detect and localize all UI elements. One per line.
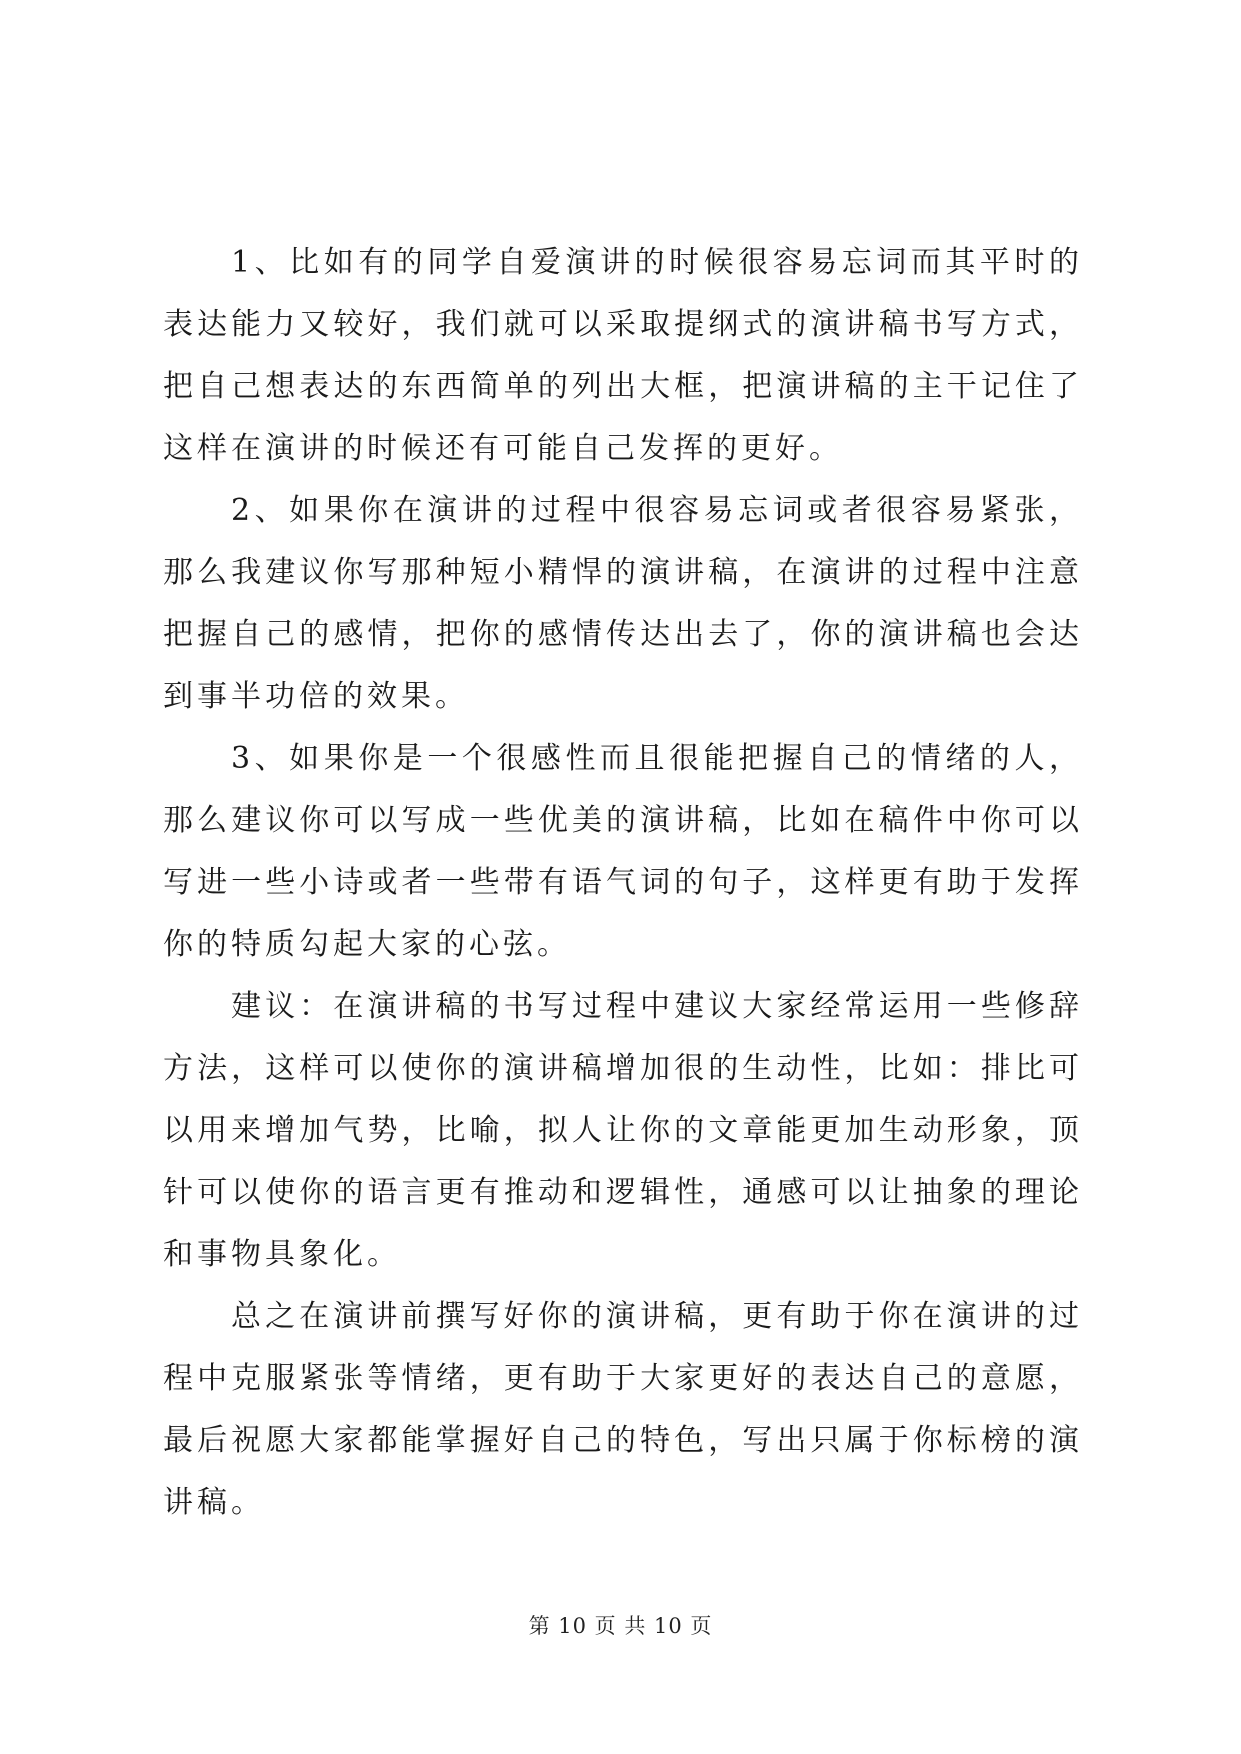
paragraph-2: 2、如果你在演讲的过程中很容易忘词或者很容易紧张，那么我建议你写那种短小精悍的演讲稿，在演讲的过程中注意把握自己的感情，把你的感情传达出去了，你的演讲稿也会达到事半功倍的效果。 [163,493,1083,714]
paragraph-conclusion: 总之在演讲前撰写好你的演讲稿，更有助于你在演讲的过程中克服紧张等情绪，更有助于大家更好的表达自己的意愿，最后祝愿大家都能掌握好自己的特色，写出只属于你标榜的演讲稿。 [163,1299,1083,1520]
paragraph-3: 3、如果你是一个很感性而且很能把握自己的情绪的人，那么建议你可以写成一些优美的演讲稿，比如在稿件中你可以写进一些小诗或者一些带有语气词的句子，这样更有助于发挥你的特质勾起大家的心弦。 [163,741,1083,962]
page-number-footer: 第 10 页 共 10 页 [528,1614,713,1638]
paragraph-1: 1、比如有的同学自爱演讲的时候很容易忘词而其平时的表达能力又较好，我们就可以采取提纲式的演讲稿书写方式，把自己想表达的东西简单的列出大框，把演讲稿的主干记住了这样在演讲的时候还有可能自己发挥的更好。 [163,245,1083,466]
paragraph-suggestion: 建议：在演讲稿的书写过程中建议大家经常运用一些修辞方法，这样可以使你的演讲稿增加很的生动性，比如：排比可以用来增加气势，比喻，拟人让你的文章能更加生动形象，顶针可以使你的语言更有推动和逻辑性，通感可以让抽象的理论和事物具象化。 [163,989,1083,1272]
document-body [163,232,1083,1534]
